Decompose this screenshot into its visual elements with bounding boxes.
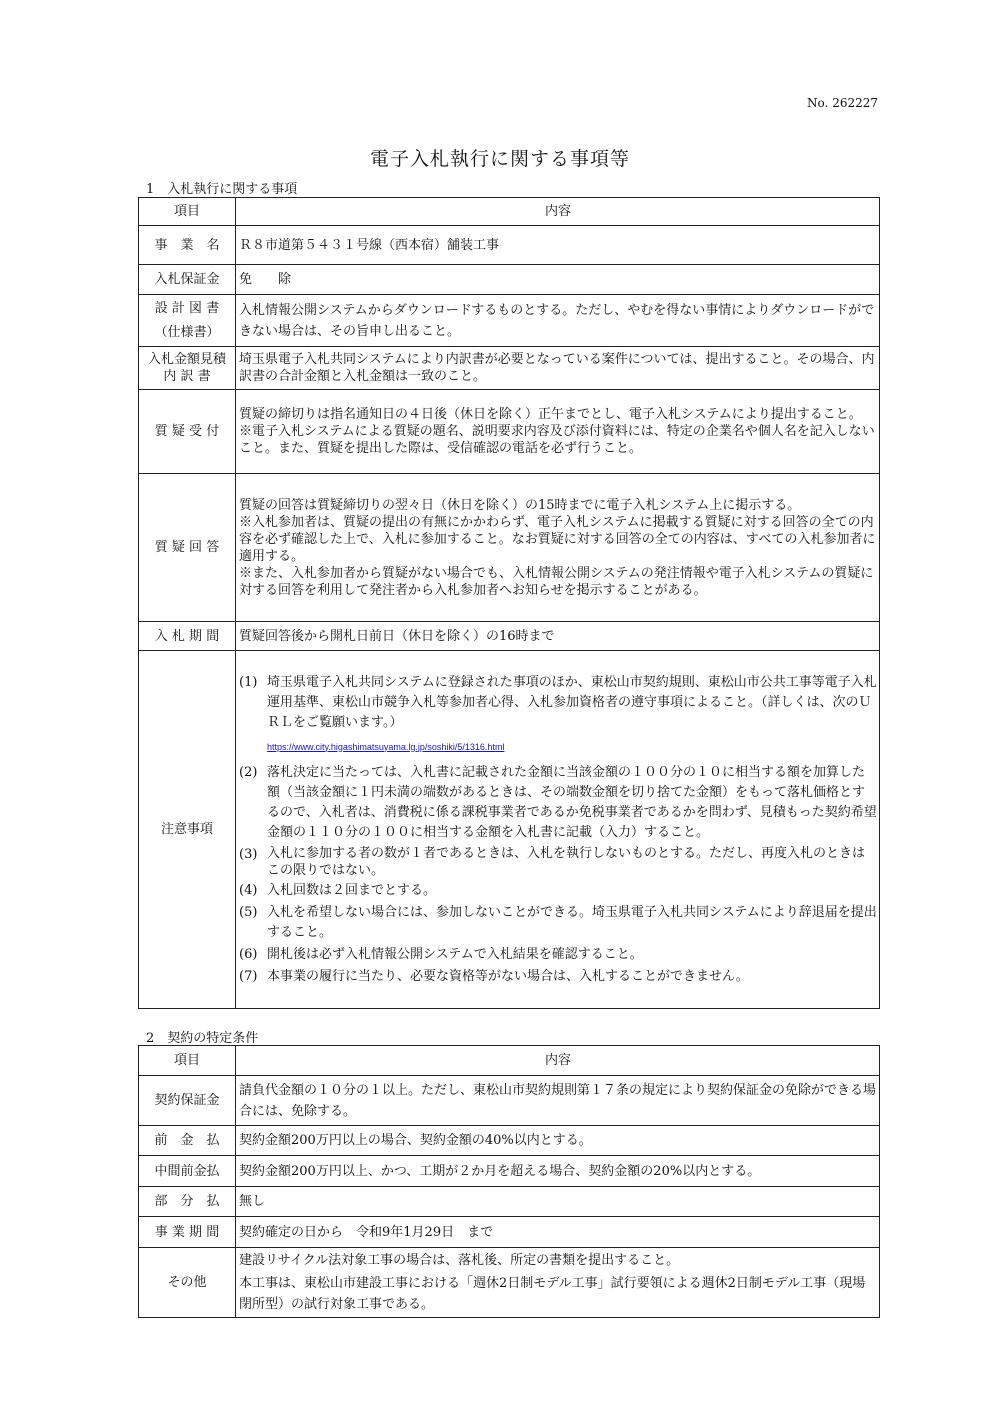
- value-partial-payment: 無し: [236, 1187, 880, 1217]
- label-estimate-line2: 内 訳 書: [163, 369, 211, 384]
- list-item: [239, 673, 877, 761]
- value-advance-payment: 契約金額200万円以上の場合、契約金額の40%以内とする。: [236, 1126, 880, 1156]
- list-item: [239, 763, 877, 843]
- label-design-docs: [139, 295, 236, 347]
- note-1-text: 埼玉県電子入札共同システムに登録された事項のほか、東松山市契約規則、東松山市公共工事等電子入札運用基準、東松山市競争入札等参加者心得、入札参加資格者の遵守事項によること。（詳しくは、次のＵＲＬをご覧願います。）: [267, 674, 877, 730]
- list-item-number: (6): [239, 946, 258, 962]
- list-item: [239, 881, 877, 901]
- value-design-docs: 入札情報公開システムからダウンロードするものとする。ただし、やむを得ない事情によりダウンロードができない場合は、その旨申し出ること。: [236, 295, 880, 347]
- list-item-text: 本事業の履行に当たり、必要な資格等がない場合は、入札することができません。: [267, 968, 749, 984]
- row-design-docs: [139, 295, 880, 347]
- value-project-period: 契約確定の日から 令和9年1月29日 まで: [236, 1217, 880, 1248]
- table-header-row: [139, 1046, 880, 1076]
- row-other: [139, 1248, 880, 1318]
- question-answer-line3: ※また、入札参加者から質疑がない場合でも、入札情報公開システムの発注情報や電子入札システムの質疑に対する回答を利用して発注者から入札参加者へお知らせを掲示することがある。: [239, 565, 874, 598]
- row-notes: [139, 651, 880, 1009]
- document-number: No. 262227: [807, 96, 878, 110]
- list-item-number: (7): [239, 968, 258, 984]
- value-bid-period: 質疑回答後から開札日前日（休日を除く）の16時まで: [236, 622, 880, 651]
- list-item-number: (4): [239, 882, 258, 898]
- list-item-text: [267, 673, 877, 761]
- label-advance-payment: 前 金 払: [139, 1126, 236, 1156]
- value-notes: [236, 651, 880, 1009]
- question-accept-line2: ※電子入札システムによる質疑の題名、説明要求内容及び添付資料には、特定の企業名や個人名を記入しないこと。また、質疑を提出した際は、受信確認の電話を必ず行うこと。: [239, 424, 875, 456]
- header-item: 項目: [139, 198, 236, 226]
- list-item: [239, 845, 877, 879]
- list-item-number: (5): [239, 904, 258, 920]
- row-bid-period: [139, 622, 880, 651]
- list-item-number: (2): [239, 764, 258, 780]
- label-other: その他: [139, 1248, 236, 1318]
- section-2-heading: 2 契約の特定条件: [146, 1031, 259, 1046]
- header-item: 項目: [139, 1046, 236, 1076]
- question-accept-line1: 質疑の締切りは指名通知日の４日後（休日を除く）正午までとし、電子入札システムにより提出すること。: [239, 407, 862, 422]
- table-header-row: [139, 198, 880, 226]
- row-advance-payment: [139, 1126, 880, 1156]
- header-content: 内容: [236, 198, 880, 226]
- question-answer-line1: 質疑の回答は質疑締切りの翌々日（休日を除く）の15時までに電子入札システム上に掲示する。: [239, 497, 801, 513]
- other-line1: 建設リサイクル法対象工事の場合は、落札後、所定の書類を提出すること。: [239, 1253, 680, 1268]
- list-item-text: 入札に参加する者の数が１者であるときは、入札を執行しないものとする。ただし、再度入札のときはこの限りではない。: [267, 845, 866, 878]
- row-partial-payment: [139, 1187, 880, 1217]
- page-title: 電子入札執行に関する事項等: [369, 148, 630, 170]
- list-item: [239, 903, 877, 943]
- value-question-answer: [236, 474, 880, 622]
- other-line2: 本工事は、東松山市建設工事における「週休2日制モデル工事」試行要領による週休2日制モデル工事（現場閉所型）の試行対象工事である。: [239, 1276, 866, 1312]
- row-estimate: [139, 347, 880, 390]
- label-project-name: 事 業 名: [139, 226, 236, 265]
- label-design-docs-line1: 設 計 図 書: [154, 300, 220, 316]
- label-design-docs-line2: （仕様書）: [154, 324, 220, 340]
- label-notes: 注意事項: [139, 651, 236, 1009]
- section-1-heading: 1 入札執行に関する事項: [146, 182, 298, 197]
- value-contract-bond: 請負代金額の１０分の１以上。ただし、東松山市契約規則第１７条の規定により契約保証金の免除ができる場合には、免除する。: [236, 1076, 880, 1126]
- header-content: 内容: [236, 1046, 880, 1076]
- contract-conditions-table: [138, 1045, 880, 1318]
- question-answer-line2: ※入札参加者は、質疑の提出の有無にかかわらず、電子入札システムに掲載する質疑に対する回答の全ての内容を必ず確認した上で、入札に参加すること。なお質疑に対する回答の全ての内容は、すべての入札参加者に適用する。: [239, 514, 876, 564]
- list-item-number: (3): [239, 846, 258, 862]
- row-interim-advance: [139, 1156, 880, 1187]
- label-bid-bond: 入札保証金: [139, 265, 236, 295]
- label-bid-period: 入 札 期 間: [139, 622, 236, 651]
- list-item: [239, 967, 877, 987]
- row-contract-bond: [139, 1076, 880, 1126]
- label-partial-payment: 部 分 払: [139, 1187, 236, 1217]
- value-question-accept: [236, 390, 880, 474]
- bid-execution-table: [138, 197, 880, 1009]
- row-bid-bond: [139, 265, 880, 295]
- label-interim-advance: 中間前金払: [139, 1156, 236, 1187]
- list-item-number: (1): [239, 674, 258, 690]
- list-item-text: 落札決定に当たっては、入札書に記載された金額に当該金額の１００分の１０に相当する額を加算した額（当該金額に１円未満の端数があるときは、その端数金額を切り捨てた金額）をもって落札価格とするので、入札者は、消費税に係る課税事業者であるか免税事業者であるかを問わず、見積もった契約希望金額の１１０分の１００に相当する金額を入札書に記載（入力）すること。: [267, 764, 877, 840]
- value-interim-advance: 契約金額200万円以上、かつ、工期が２か月を超える場合、契約金額の20%以内とする。: [236, 1156, 880, 1187]
- label-project-period: 事 業 期 間: [139, 1217, 236, 1248]
- label-question-accept: 質 疑 受 付: [139, 390, 236, 474]
- list-item-text: 開札後は必ず入札情報公開システムで入札結果を確認すること。: [267, 946, 643, 962]
- row-question-accept: [139, 390, 880, 474]
- label-estimate: [139, 347, 236, 390]
- list-item: [239, 945, 877, 965]
- row-project-name: [139, 226, 880, 265]
- row-project-period: [139, 1217, 880, 1248]
- label-question-answer: 質 疑 回 答: [139, 474, 236, 622]
- value-other: [236, 1248, 880, 1318]
- reference-url-link[interactable]: https://www.city.higashimatsuyama.lg.jp/soshiki/5/1316.html: [267, 741, 505, 752]
- list-item-text: 入札を希望しない場合には、参加しないことができる。埼玉県電子入札共同システムにより辞退届を提出すること。: [267, 904, 877, 940]
- row-question-answer: [139, 474, 880, 622]
- label-estimate-line1: 入札金額見積: [147, 352, 226, 367]
- value-bid-bond: 免 除: [236, 265, 880, 295]
- value-estimate: 埼玉県電子入札共同システムにより内訳書が必要となっている案件については、提出すること。その場合、内訳書の合計金額と入札金額は一致のこと。: [236, 347, 880, 390]
- notes-list: [239, 673, 877, 987]
- list-item-text: 入札回数は２回までとする。: [267, 882, 437, 898]
- label-contract-bond: 契約保証金: [139, 1076, 236, 1126]
- value-project-name: Ｒ８市道第５４３１号線（西本宿）舗装工事: [236, 226, 880, 265]
